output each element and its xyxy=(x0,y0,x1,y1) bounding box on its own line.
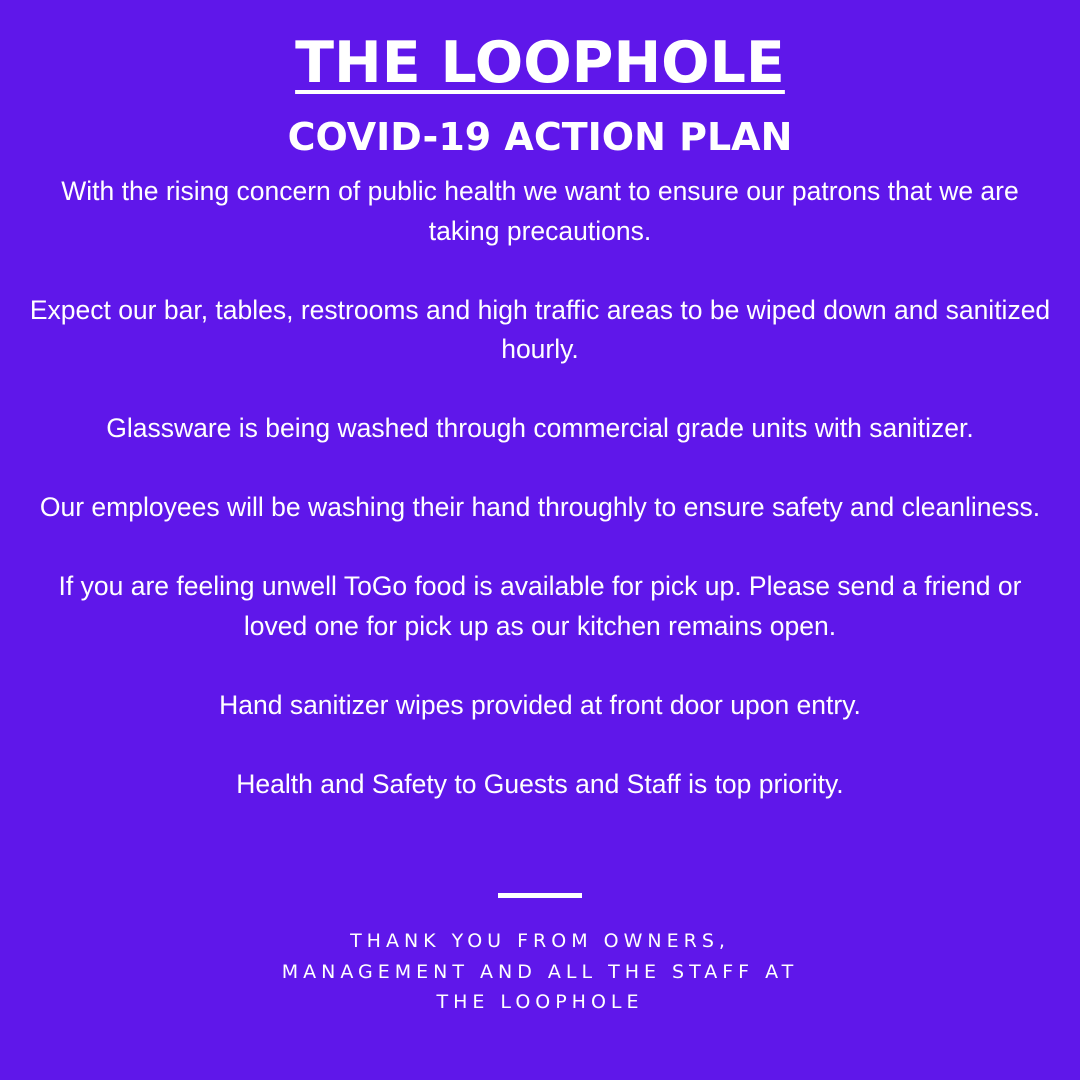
footer-thank-you xyxy=(0,926,1080,1018)
paragraph-intro: With the rising concern of public health we want to ensure our patrons that we are taking precautions. xyxy=(61,176,1019,246)
footer-line: THE LOOPHOLE xyxy=(436,991,644,1013)
page-title: THE LOOPHOLE xyxy=(295,30,785,96)
paragraph-employees: Our employees will be washing their hand throughly to ensure safety and cleanliness. xyxy=(39,492,1041,522)
paragraph-hand-sanitizer: Hand sanitizer wipes provided at front door upon entry. xyxy=(219,689,861,720)
paragraph-glassware: Glassware is being washed through commercial grade units with sanitizer. xyxy=(106,413,974,443)
paragraph-togo: If you are feeling unwell ToGo food is available for pick up. Please send a friend or loved one for pick up as our kitchen remains open. xyxy=(58,571,1022,641)
paragraph-sanitizing: Expect our bar, tables, restrooms and high traffic areas to be wiped down and sanitized hourly. xyxy=(29,294,1051,364)
footer-line: THANK YOU FROM OWNERS, xyxy=(350,930,730,952)
action-plan-body xyxy=(24,172,1056,844)
paragraph-priority: Health and Safety to Guests and Staff is top priority. xyxy=(236,768,844,799)
divider xyxy=(498,893,582,898)
footer-line: MANAGEMENT AND ALL THE STAFF AT xyxy=(281,960,799,983)
page-subtitle: COVID-19 ACTION PLAN xyxy=(287,115,793,159)
